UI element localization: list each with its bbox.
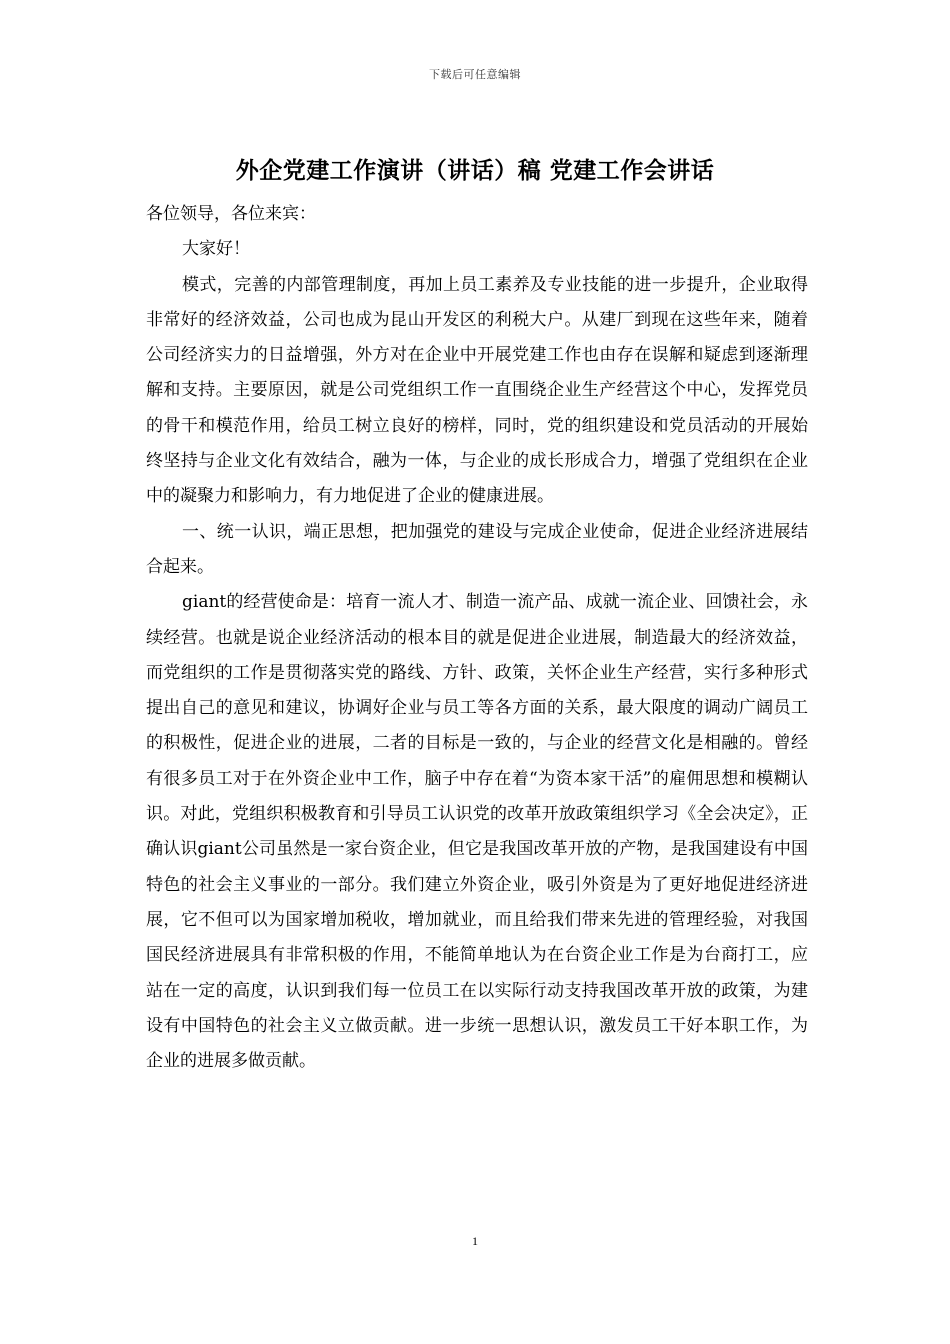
document-title: 外企党建工作演讲（讲话）稿 党建工作会讲话: [235, 157, 715, 184]
header-note: 下载后可任意编辑: [429, 68, 521, 81]
paragraph: giant的经营使命是：培育一流人才、制造一流产品、成就一流企业、回馈社会，永续经营。也就是说企业经济活动的根本目的就是促进企业进展，制造最大的经济效益，而党组织的工作是贯彻落实党的路线、方针、政策，关怀企业生产经营，实行多种形式提出自己的意见和建议，协调好企业与员工等各方面的关系，最大限度的调动广阔员工的积极性，促进企业的进展，二者的目标是一致的，与企业的经营文化是相融的。曾经有很多员工对于在外资企业中工作，脑子中存在着“为资本家干活”的雇佣思想和模糊认识。对此，党组织积极教育和引导员工认识党的改革开放政策组织学习《全会决定》，正确认识giant公司虽然是一家台资企业，但它是我国改革开放的产物，是我国建设有中国特色的社会主义事业的一部分。我们建立外资企业，吸引外资是为了更好地促进经济进展，它不但可以为国家增加税收，增加就业，而且给我们带来先进的管理经验，对我国国民经济进展具有非常积极的作用，不能简单地认为在台资企业工作是为台商打工，应站在一定的高度，认识到我们每一位员工在以实际行动支持我国改革开放的政策，为建设有中国特色的社会主义立做贡献。进一步统一思想认识，激发员工干好本职工作，为企业的进展多做贡献。: [146, 592, 808, 1072]
document-body: [146, 197, 808, 1079]
salutation: 各位领导，各位来宾：: [146, 204, 316, 224]
section-heading: 一、统一认识，端正思想，把加强党的建设与完成企业使命，促进企业经济进展结合起来。: [146, 521, 808, 577]
paragraph: 模式，完善的内部管理制度，再加上员工素养及专业技能的进一步提升，企业取得非常好的经济效益，公司也成为昆山开发区的利税大户。从建厂到现在这些年来，随着公司经济实力的日益增强，外方对在企业中开展党建工作也由存在误解和疑虑到逐渐理解和支持。主要原因，就是公司党组织工作一直围绕企业生产经营这个中心，发挥党员的骨干和模范作用，给员工树立良好的榜样，同时，党的组织建设和党员活动的开展始终坚持与企业文化有效结合，融为一体，与企业的成长形成合力，增强了党组织在企业中的凝聚力和影响力，有力地促进了企业的健康进展。: [146, 274, 808, 507]
page-number: 1: [472, 1234, 478, 1248]
greeting: 大家好！: [182, 239, 250, 260]
